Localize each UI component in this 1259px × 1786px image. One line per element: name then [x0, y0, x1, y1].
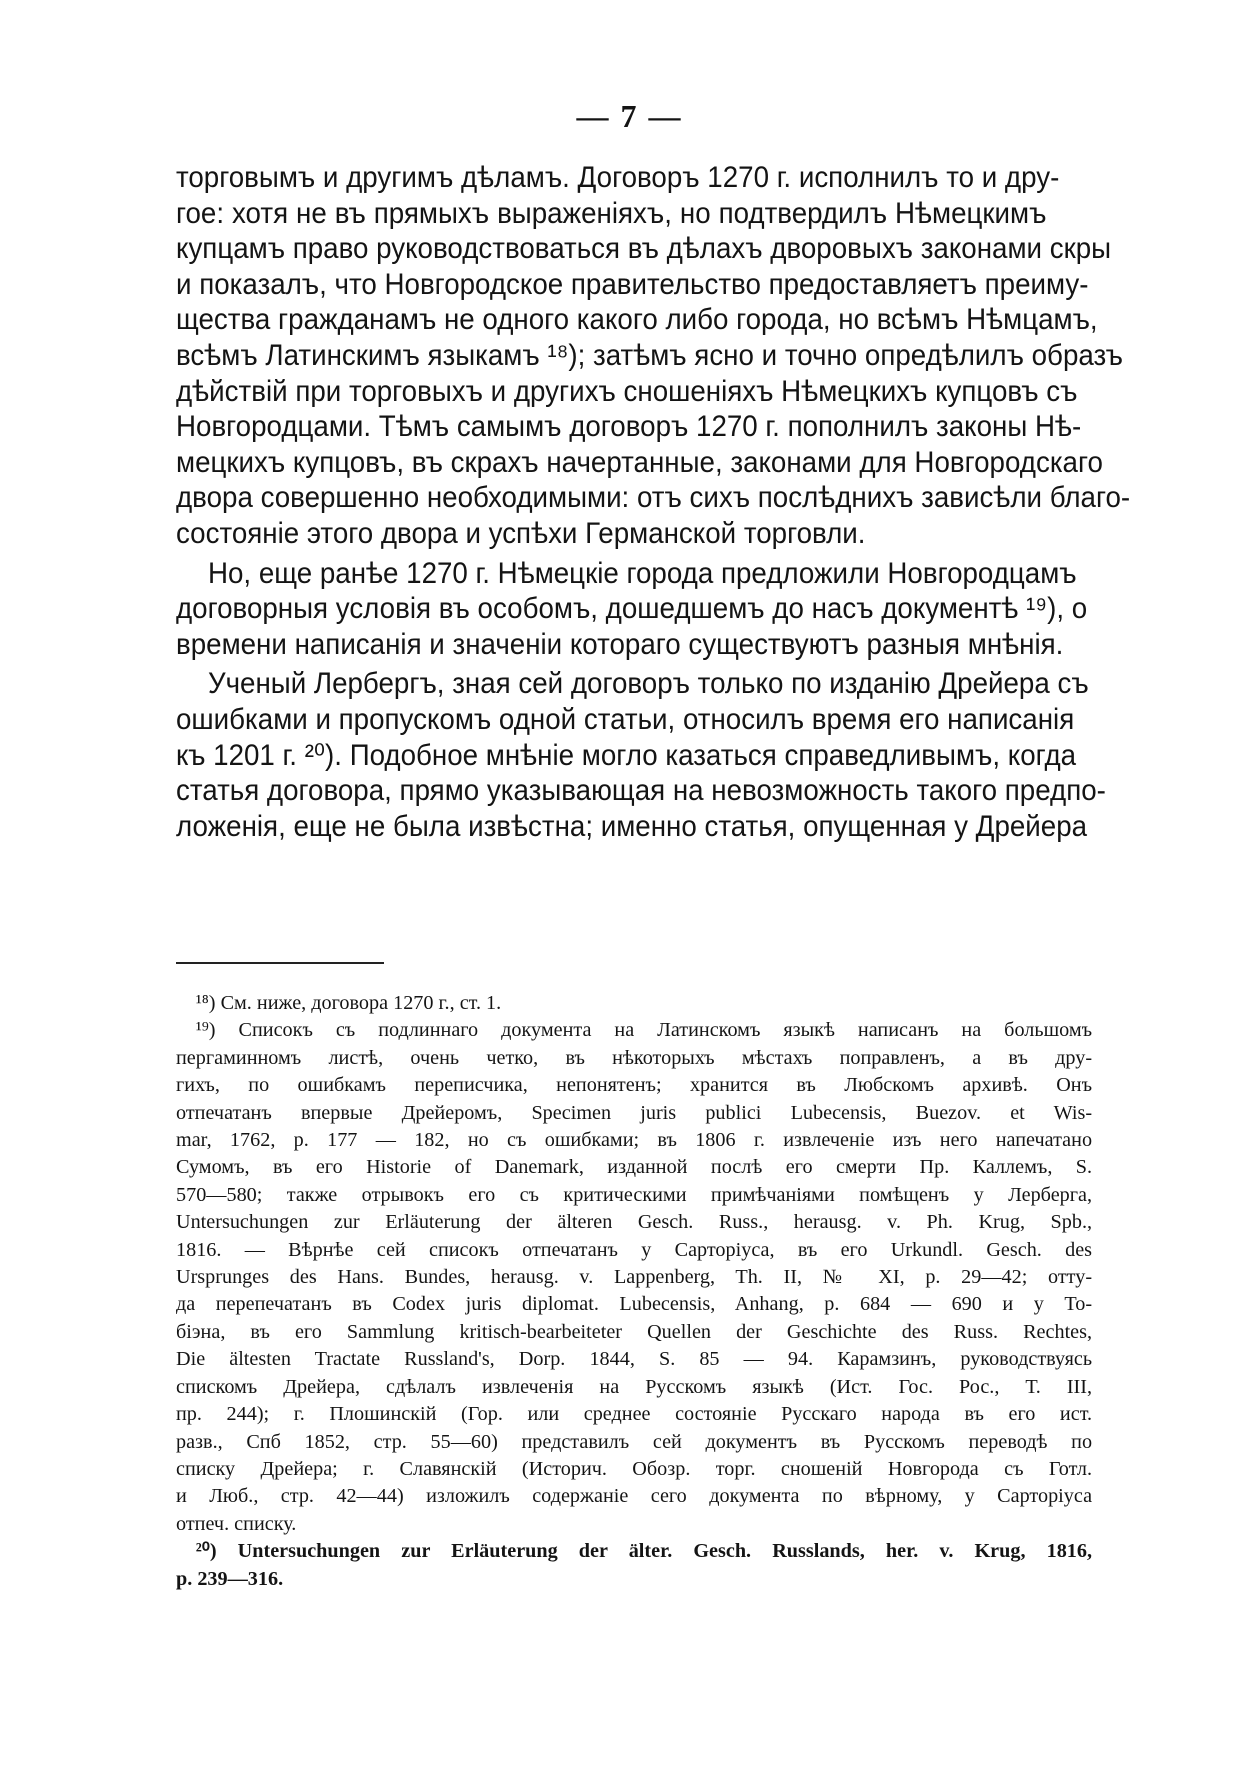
footnote-line: ¹⁸) См. ниже, договора 1270 г., ст. 1. [195, 992, 502, 1014]
text-line: гое: хотя не въ прямыхъ выраженіяхъ, но подтвердилъ Нѣмецкимъ [176, 196, 1047, 230]
footnote-line: біэна, въ его Sammlung kritisch-bearbeiteter Quellen der Geschichte des Russ. Rechtes, [176, 1320, 1093, 1343]
footnote-separator [176, 962, 384, 964]
page-number: — 7 — [576, 98, 683, 134]
footnote-line: списку Дрейера; г. Славянскій (Историч. Обозр. торг. сношеній Новгорода съ Готл. [176, 1457, 1093, 1480]
footnote-line: 570—580; также отрывокъ его съ критическими примѣчаніями помѣщенъ у Лерберга, [176, 1183, 1093, 1206]
text-line: Но, еще ранѣе 1270 г. Нѣмецкіе города предложили Новгородцамъ [207, 556, 1077, 590]
text-line: ошибками и пропускомъ одной статьи, относилъ время его написанія [176, 702, 1075, 736]
footnote-line: Ursprunges des Hans. Bundes, herausg. v. Lappenberg, Th. II, № XI, p. 29—42; отту- [176, 1266, 1093, 1289]
text-line: торговымъ и другимъ дѣламъ. Договоръ 1270 г. исполнилъ то и дру- [176, 161, 1060, 194]
footnote-19 [176, 1017, 1092, 1538]
footnote-line: отпеч. списку. [176, 1512, 297, 1535]
footnote-line: mar, 1762, p. 177 — 182, но съ ошибками; въ 1806 г. извлеченіе изъ него напечатано [176, 1129, 1093, 1152]
footnote-line: спискомъ Дрейера, сдѣлалъ извлеченія на Русскомъ языкѣ (Ист. Гос. Рос., Т. III, [176, 1375, 1093, 1398]
footnote-18 [176, 990, 1092, 1017]
text-line: щества гражданамъ не одного какого либо города, но всѣмъ Нѣмцамъ, [176, 303, 1098, 337]
text-line: къ 1201 г. ²⁰). Подобное мнѣніе могло казаться справедливымъ, когда [176, 738, 1077, 772]
paragraph-2 [176, 556, 1088, 663]
text-line: договорныя условія въ особомъ, дошедшемъ до насъ документѣ ¹⁹), о [176, 592, 1088, 626]
text-line: Новгородцами. Тѣмъ самымъ договоръ 1270 г. пополнилъ законы Нѣ- [176, 410, 1082, 444]
text-line: Ученый Лербергъ, зная сей договоръ только по изданію Дрейера съ [207, 667, 1089, 701]
text-line: статья договора, прямо указывающая на невозможность такого предпо- [176, 774, 1106, 808]
paragraph-1 [176, 160, 1131, 552]
text-line: дѣйствій при торговыхъ и другихъ сношеніяхъ Нѣмецкихъ купцовъ съ [176, 374, 1078, 408]
footnote-20 [176, 1538, 1092, 1593]
footnote-line: отпечатанъ впервые Дрейеромъ, Specimen juris publici Lubecensis, Buezov. et Wis- [176, 1101, 1093, 1124]
footnote-line: ¹⁹) Списокъ съ подлиннаго документа на Латинскомъ языкѣ написанъ на большомъ [195, 1019, 1093, 1042]
text-line: ложенія, еще не была извѣстна; именно статья, опущенная у Дрейера [176, 809, 1088, 843]
paragraph-3 [176, 666, 1106, 844]
footnote-line: пергаминномъ листѣ, очень четко, въ нѣкоторыхъ мѣстахъ поправленъ, а въ дру- [176, 1046, 1093, 1069]
footnote-line: разв., Спб 1852, стр. 55—60) представилъ сей документъ въ Русскомъ переводѣ по [176, 1430, 1093, 1453]
footnote-line: p. 239—316. [176, 1567, 284, 1590]
text-line: всѣмъ Латинскимъ языкамъ ¹⁸); затѣмъ ясно и точно опредѣлилъ образъ [176, 338, 1123, 372]
footnote-line: Die ältesten Tractate Russland's, Dorp. 1844, S. 85 — 94. Карамзинъ, руководствуясь [176, 1348, 1093, 1371]
text-line: мецкихъ купцовъ, въ скрахъ начертанные, законами для Новгородскаго [176, 445, 1103, 479]
footnote-line: гихъ, по ошибкамъ переписчика, непонятенъ; хранится въ Любскомъ архивѣ. Онъ [176, 1074, 1093, 1097]
footnote-line: 1816. — Вѣрнѣе сей списокъ отпечатанъ у Сарторіуса, въ его Urkundl. Gesch. des [176, 1238, 1093, 1261]
main-text [176, 160, 1131, 844]
footnote-line: Untersuchungen zur Erläuterung der älteren Gesch. Russ., herausg. v. Ph. Krug, Spb., [176, 1211, 1093, 1234]
text-line: состояніе этого двора и успѣхи Германской торговли. [176, 516, 866, 550]
text-line: времени написанія и значеніи котораго существуютъ разныя мнѣнія. [176, 627, 1064, 661]
text-line: двора совершенно необходимыми: отъ сихъ послѣднихъ зависѣли благо- [176, 481, 1131, 515]
text-line: и показалъ, что Новгородское правительство предоставляетъ преиму- [176, 267, 1089, 301]
footnote-line: и Люб., стр. 42—44) изложилъ содержаніе сего документа по вѣрному, у Сарторіуса [176, 1485, 1093, 1508]
footnote-line: Сумомъ, въ его Historie of Danemark, изданной послѣ его смерти Пр. Каллемъ, S. [176, 1156, 1093, 1179]
footnote-line: ²⁰) Untersuchungen zur Erläuterung der älter. Gesch. Russlands, her. v. Krug, 1816, [195, 1540, 1093, 1563]
footnotes [176, 990, 1092, 1593]
footnote-line: пр. 244); г. Плошинскій (Гор. или среднее состояніе Русскаго народа въ его ист. [176, 1403, 1093, 1426]
footnote-line: да перепечатанъ въ Codex juris diplomat. Lubecensis, Anhang, p. 684 — 690 и у То- [176, 1293, 1093, 1316]
text-line: купцамъ право руководствоваться въ дѣлахъ дворовыхъ законами скры [176, 232, 1112, 266]
